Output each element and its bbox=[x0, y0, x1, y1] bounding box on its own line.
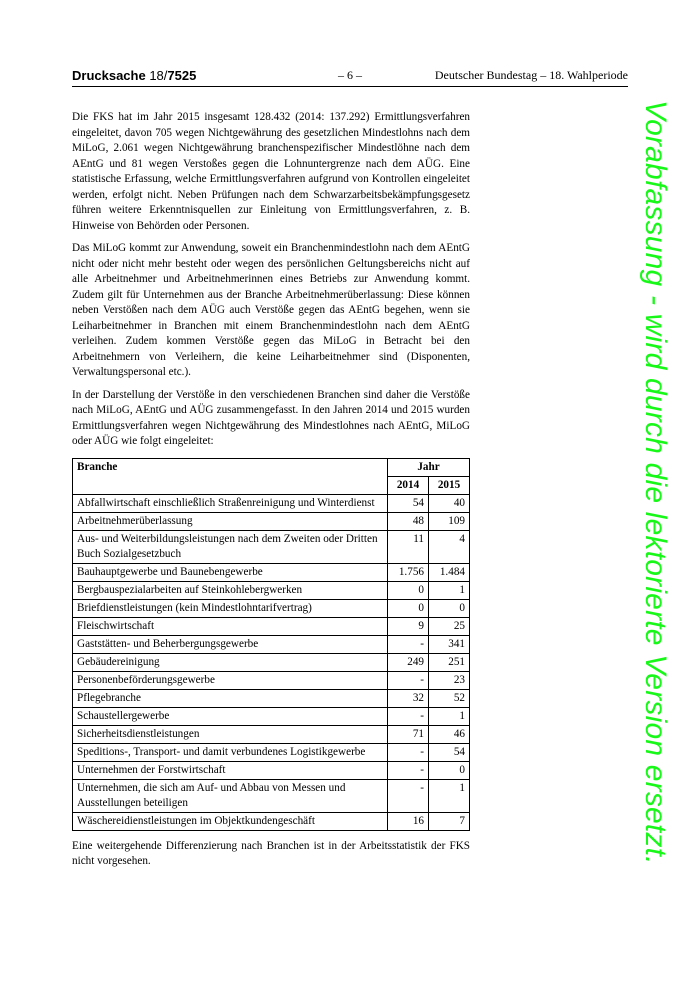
cell-2015: 251 bbox=[429, 653, 470, 671]
cell-2014: 9 bbox=[388, 617, 429, 635]
cell-branche: Pflegebranche bbox=[73, 689, 388, 707]
table-row bbox=[73, 581, 470, 599]
table-row bbox=[73, 743, 470, 761]
closing-paragraph: Eine weitergehende Differenzierung nach Branchen ist in der Arbeitsstatistik der FKS nicht vorgesehen. bbox=[72, 839, 470, 867]
paragraph-1: Die FKS hat im Jahr 2015 insgesamt 128.432 (2014: 137.292) Ermittlungsverfahren eingeleitet, davon 705 wegen Nichtgewährung des gesetzlichen Mindestlohns nach dem MiLoG, 2.061 wegen Nichtgewährung branchenspezifischer Mindestlöhne nach dem AEntG und 81 wegen Verstoßes gegen die Lohnuntergrenze nach dem AÜG. Eine statistische Erfassung, welche Ermittlungsverfahren aufgrund von Kontrollen eingeleitet werden, erfolgt nicht. Neben Prüfungen nach dem Schwarzarbeitsbekämpfungsgesetz führen weitere Erkenntnisquellen zur Einleitung von Ermittlungsverfahren, z. B. Hinweise von Behörden oder Personen. bbox=[72, 111, 470, 232]
paragraph-3: In der Darstellung der Verstöße in den verschiedenen Branchen sind daher die Verstöße nach MiLoG, AEntG und AÜG zusammengefasst. In den Jahren 2014 und 2015 wurden Ermittlungsverfahren wegen Nichtgewährung des Mindestlohnes nach AEntG, MiLoG oder AÜG wie folgt eingeleitet: bbox=[72, 388, 470, 447]
header-bundestag: Deutscher Bundestag – 18. Wahlperiode bbox=[434, 68, 628, 82]
cell-2014: - bbox=[388, 743, 429, 761]
violations-table bbox=[72, 458, 470, 831]
cell-branche: Briefdienstleistungen (kein Mindestlohntarifvertrag) bbox=[73, 599, 388, 617]
table-row bbox=[73, 530, 470, 563]
cell-2015: 7 bbox=[429, 812, 470, 830]
table-row bbox=[73, 599, 470, 617]
page-number: – 6 – bbox=[338, 68, 362, 82]
table-row bbox=[73, 689, 470, 707]
cell-2014: - bbox=[388, 779, 429, 812]
cell-2014: 71 bbox=[388, 725, 429, 743]
table-row bbox=[73, 725, 470, 743]
cell-2014: - bbox=[388, 761, 429, 779]
table-body bbox=[73, 494, 470, 830]
cell-2015: 1.484 bbox=[429, 563, 470, 581]
table-row bbox=[73, 494, 470, 512]
cell-branche: Speditions-, Transport- und damit verbundenes Logistikgewerbe bbox=[73, 743, 388, 761]
cell-2015: 46 bbox=[429, 725, 470, 743]
cell-2015: 0 bbox=[429, 761, 470, 779]
cell-2015: 1 bbox=[429, 707, 470, 725]
cell-2015: 23 bbox=[429, 671, 470, 689]
cell-branche: Aus- und Weiterbildungsleistungen nach dem Zweiten oder Dritten Buch Sozialgesetzbuch bbox=[73, 530, 388, 563]
cell-branche: Schaustellergewerbe bbox=[73, 707, 388, 725]
cell-2014: 0 bbox=[388, 599, 429, 617]
cell-branche: Gebäudereinigung bbox=[73, 653, 388, 671]
table-row bbox=[73, 761, 470, 779]
cell-branche: Gaststätten- und Beherbergungsgewerbe bbox=[73, 635, 388, 653]
cell-2015: 341 bbox=[429, 635, 470, 653]
cell-branche: Bergbauspezialarbeiten auf Steinkohlebergwerken bbox=[73, 581, 388, 599]
cell-2014: 249 bbox=[388, 653, 429, 671]
cell-2014: 0 bbox=[388, 581, 429, 599]
cell-2015: 1 bbox=[429, 581, 470, 599]
cell-2015: 25 bbox=[429, 617, 470, 635]
cell-2014: 11 bbox=[388, 530, 429, 563]
cell-2015: 40 bbox=[429, 494, 470, 512]
cell-2015: 52 bbox=[429, 689, 470, 707]
table-row bbox=[73, 635, 470, 653]
paragraph-2: Das MiLoG kommt zur Anwendung, soweit ein Branchenmindestlohn nach dem AEntG nicht oder nicht mehr besteht oder wegen des persönlichen Geltungsbereichs nicht auf alle Arbeitnehmer und Arbeitnehmerinnen eines Betriebs zur Anwendung kommt. Zudem gilt für Unternehmen aus der Branche Arbeitnehmerüberlassung: Diese können neben Verstößen nach dem AÜG auch Verstöße gegen das AEntG begehen, wenn sie Leiharbeitnehmer in Branchen mit einem Branchenmindestlohn nach dem AEntG verleihen. Zudem kommen Verstöße gegen das MiLoG in Betracht bei den Arbeitnehmern von Verleihern, die keine Leiharbeitnehmer sind (Disponenten, Verwaltungspersonal etc.). bbox=[72, 242, 470, 378]
cell-2015: 54 bbox=[429, 743, 470, 761]
header-2014: 2014 bbox=[388, 476, 429, 494]
cell-2015: 4 bbox=[429, 530, 470, 563]
cell-branche: Arbeitnehmerüberlassung bbox=[73, 512, 388, 530]
main-content bbox=[72, 110, 470, 877]
cell-2015: 0 bbox=[429, 599, 470, 617]
drucksache-label: Drucksache 18/7525 bbox=[72, 68, 197, 83]
cell-branche: Bauhauptgewerbe und Baunebengewerbe bbox=[73, 563, 388, 581]
cell-2015: 1 bbox=[429, 779, 470, 812]
header-branche: Branche bbox=[73, 458, 388, 494]
cell-branche: Personenbeförderungsgewerbe bbox=[73, 671, 388, 689]
table-row bbox=[73, 653, 470, 671]
table-row bbox=[73, 779, 470, 812]
cell-2014: - bbox=[388, 671, 429, 689]
cell-branche: Sicherheitsdienstleistungen bbox=[73, 725, 388, 743]
cell-branche: Unternehmen der Forstwirtschaft bbox=[73, 761, 388, 779]
table-row bbox=[73, 563, 470, 581]
cell-branche: Unternehmen, die sich am Auf- und Abbau von Messen und Ausstellungen beteiligen bbox=[73, 779, 388, 812]
cell-2014: 1.756 bbox=[388, 563, 429, 581]
cell-2014: 16 bbox=[388, 812, 429, 830]
cell-2015: 109 bbox=[429, 512, 470, 530]
table-row bbox=[73, 707, 470, 725]
cell-branche: Wäschereidienstleistungen im Objektkundengeschäft bbox=[73, 812, 388, 830]
draft-watermark: Vorabfassung - wird durch die lektorierte Version ersetzt. bbox=[639, 100, 672, 865]
cell-2014: - bbox=[388, 707, 429, 725]
table-row bbox=[73, 617, 470, 635]
header-2015: 2015 bbox=[429, 476, 470, 494]
cell-branche: Abfallwirtschaft einschließlich Straßenreinigung und Winterdienst bbox=[73, 494, 388, 512]
cell-2014: 48 bbox=[388, 512, 429, 530]
table-row bbox=[73, 671, 470, 689]
header-jahr: Jahr bbox=[388, 458, 470, 476]
cell-branche: Fleischwirtschaft bbox=[73, 617, 388, 635]
cell-2014: 32 bbox=[388, 689, 429, 707]
page-header bbox=[72, 66, 628, 87]
cell-2014: 54 bbox=[388, 494, 429, 512]
table-row bbox=[73, 812, 470, 830]
cell-2014: - bbox=[388, 635, 429, 653]
table-row bbox=[73, 512, 470, 530]
